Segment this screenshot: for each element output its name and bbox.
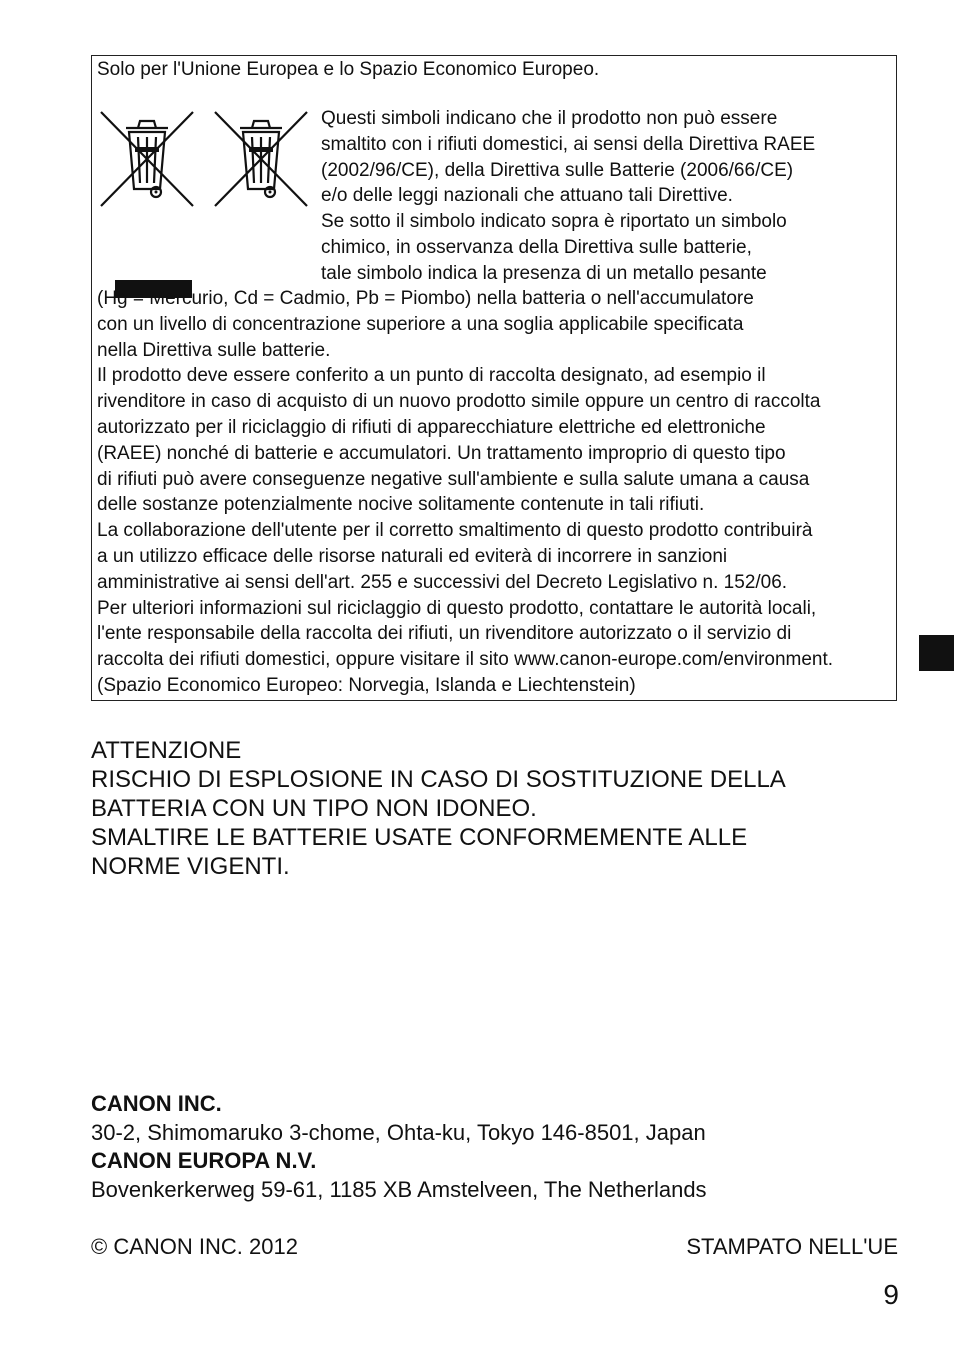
notice-line: Per ulteriori informazioni sul riciclaggio di questo prodotto, contattare le autorità locali, [97, 597, 817, 619]
warning-line: BATTERIA CON UN TIPO NON IDONEO. [91, 795, 537, 822]
notice-line: smaltito con i rifiuti domestici, ai sensi della Direttiva RAEE [321, 133, 816, 155]
notice-line: nella Direttiva sulle batterie. [97, 339, 331, 361]
notice-line: La collaborazione dell'utente per il corretto smaltimento di questo prodotto contribuirà [97, 520, 813, 542]
copyright: © CANON INC. 2012 [91, 1234, 298, 1259]
section-tab-marker [919, 635, 954, 671]
notice-line: tale simbolo indica la presenza di un metallo pesante [321, 262, 767, 284]
battery-warning [91, 736, 786, 881]
company-address: 30-2, Shimomaruko 3-chome, Ohta-ku, Tokyo 146-8501, Japan [91, 1119, 706, 1145]
company-name: CANON EUROPA N.V. [91, 1148, 317, 1174]
notice-line: a un utilizzo efficace delle risorse naturali ed eviterà di incorrere in sanzioni [97, 545, 728, 567]
printed-in: STAMPATO NELL'UE [686, 1234, 898, 1259]
warning-line: SMALTIRE LE BATTERIE USATE CONFORMEMENTE ALLE [91, 824, 748, 851]
notice-line: autorizzato per il riciclaggio di rifiuti di apparecchiature elettriche ed elettroniche [97, 416, 766, 438]
notice-line: di rifiuti può avere conseguenze negative sull'ambiente e sulla salute umana a causa [97, 468, 810, 490]
notice-line: (2002/96/CE), della Direttiva sulle Batterie (2006/66/CE) [321, 159, 794, 181]
notice-line: (Hg = Mercurio, Cd = Cadmio, Pb = Piombo) nella batteria o nell'accumulatore [97, 288, 754, 309]
notice-line: con un livello di concentrazione superiore a una soglia applicabile specificata [97, 313, 744, 335]
warning-line: RISCHIO DI ESPLOSIONE IN CASO DI SOSTITUZIONE DELLA [91, 766, 786, 793]
company-info [91, 1090, 707, 1204]
notice-line: Questi simboli indicano che il prodotto non può essere [321, 108, 778, 129]
notice-line: amministrative ai sensi dell'art. 255 e successivi del Decreto Legislativo n. 152/06. [97, 571, 788, 593]
notice-line: (RAEE) nonché di batterie e accumulatori. Un trattamento improprio di questo tipo [97, 442, 786, 464]
notice-line: e/o delle leggi nazionali che attuano tali Direttive. [321, 185, 733, 207]
page-number: 9 [883, 1279, 899, 1310]
notice-heading: Solo per l'Unione Europea e lo Spazio Economico Europeo. [97, 59, 600, 80]
notice-line: raccolta dei rifiuti domestici, oppure visitare il sito www.canon-europe.com/environment. [97, 649, 834, 671]
crossed-out-bin-icon [98, 109, 196, 209]
notice-line: Il prodotto deve essere conferito a un punto di raccolta designato, ad esempio il [97, 365, 766, 387]
warning-line: NORME VIGENTI. [91, 853, 290, 880]
notice-line: delle sostanze potenzialmente nocive solitamente contenute in tali rifiuti. [97, 494, 705, 516]
notice-line: l'ente responsabile della raccolta dei rifiuti, un rivenditore autorizzato o il servizio di [97, 623, 792, 645]
weee-notice-box [91, 55, 897, 701]
company-name: CANON INC. [91, 1091, 222, 1116]
symbol-explanation [321, 106, 815, 287]
company-address: Bovenkerkerweg 59-61, 1185 XB Amstelveen, The Netherlands [91, 1176, 707, 1202]
notice-line: rivenditore in caso di acquisto di un nuovo prodotto simile oppure un centro di raccolta [97, 391, 821, 413]
notice-body [97, 286, 833, 699]
notice-line: Se sotto il simbolo indicato sopra è riportato un simbolo [321, 211, 787, 233]
warning-line: ATTENZIONE [91, 737, 242, 764]
notice-line: (Spazio Economico Europeo: Norvegia, Islanda e Liechtenstein) [97, 674, 636, 696]
notice-line: chimico, in osservanza della Direttiva sulle batterie, [321, 236, 752, 258]
crossed-out-bin-icon [212, 109, 310, 209]
